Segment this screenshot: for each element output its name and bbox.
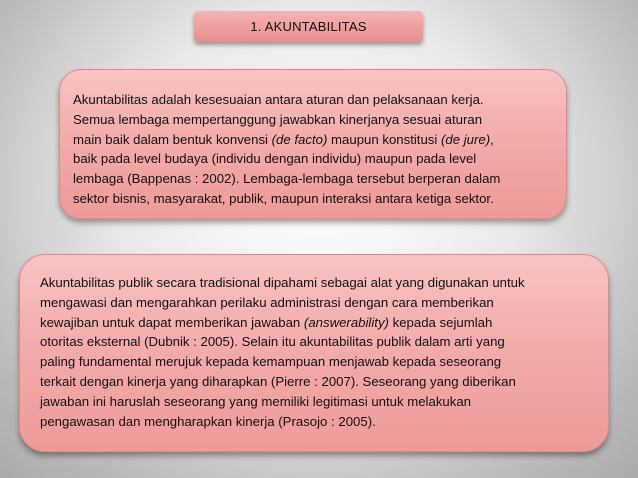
- text-line: [40, 313, 596, 333]
- text-segment: Semua lembaga mempertanggung jawabkan kinerjanya sesuai aturan: [73, 111, 483, 127]
- text-line: [73, 110, 552, 130]
- text-segment: main baik dalam bentuk konvensi: [73, 131, 272, 147]
- definition-text: [73, 90, 552, 209]
- title-box: [194, 11, 423, 42]
- text-segment: otoritas eksternal (Dubnik : 2005). Selain itu akuntabilitas publik dalam arti yang: [40, 334, 505, 350]
- italic-term: (answerability): [303, 314, 389, 330]
- text-segment: kewajiban untuk dapat memberikan jawaban: [40, 314, 304, 330]
- text-segment: kepada sejumlah: [388, 314, 493, 330]
- public-accountability-text: [40, 273, 596, 431]
- text-segment: jawaban ini haruslah seseorang yang memiliki legitimasi untuk melakukan: [40, 393, 472, 409]
- text-line: [73, 169, 552, 189]
- text-segment: Akuntabilitas publik secara tradisional dipahami sebagai alat yang digunakan untuk: [40, 275, 525, 290]
- text-segment: lembaga (Bappenas : 2002). Lembaga-lembaga tersebut berperan dalam: [73, 171, 501, 187]
- text-segment: Akuntabilitas adalah kesesuaian antara aturan dan pelaksanaan kerja.: [73, 92, 484, 107]
- text-line: [73, 149, 552, 169]
- text-line: [40, 392, 596, 412]
- text-segment: terkait dengan kinerja yang diharapkan (Pierre : 2007). Seseorang yang diberikan: [40, 373, 516, 389]
- text-line: [73, 130, 552, 150]
- text-line: [40, 273, 596, 293]
- text-line: [40, 332, 596, 352]
- public-accountability-box: [19, 254, 609, 452]
- text-line: [40, 293, 596, 313]
- text-segment: sektor bisnis, masyarakat, publik, maupun interaksi antara ketiga sektor.: [73, 190, 494, 206]
- text-line: [73, 189, 552, 209]
- text-segment: baik pada level budaya (individu dengan individu) maupun pada level: [73, 151, 477, 167]
- italic-term: (de facto): [271, 131, 328, 147]
- text-segment: ,: [490, 131, 494, 147]
- text-segment: pengawasan dan mengharapkan kinerja (Prasojo : 2005).: [40, 413, 376, 429]
- text-line: [40, 412, 596, 432]
- slide-title: 1. AKUNTABILITAS: [250, 19, 367, 34]
- definition-box: [59, 69, 567, 219]
- text-line: [40, 372, 596, 392]
- text-line: [40, 352, 596, 372]
- italic-term: (de jure): [441, 131, 491, 147]
- text-segment: maupun konstitusi: [327, 131, 441, 147]
- text-segment: paling fundamental merujuk kepada kemampuan menjawab kepada seseorang: [40, 354, 502, 370]
- text-line: [73, 90, 552, 110]
- text-segment: mengawasi dan mengarahkan perilaku administrasi dengan cara memberikan: [40, 294, 494, 310]
